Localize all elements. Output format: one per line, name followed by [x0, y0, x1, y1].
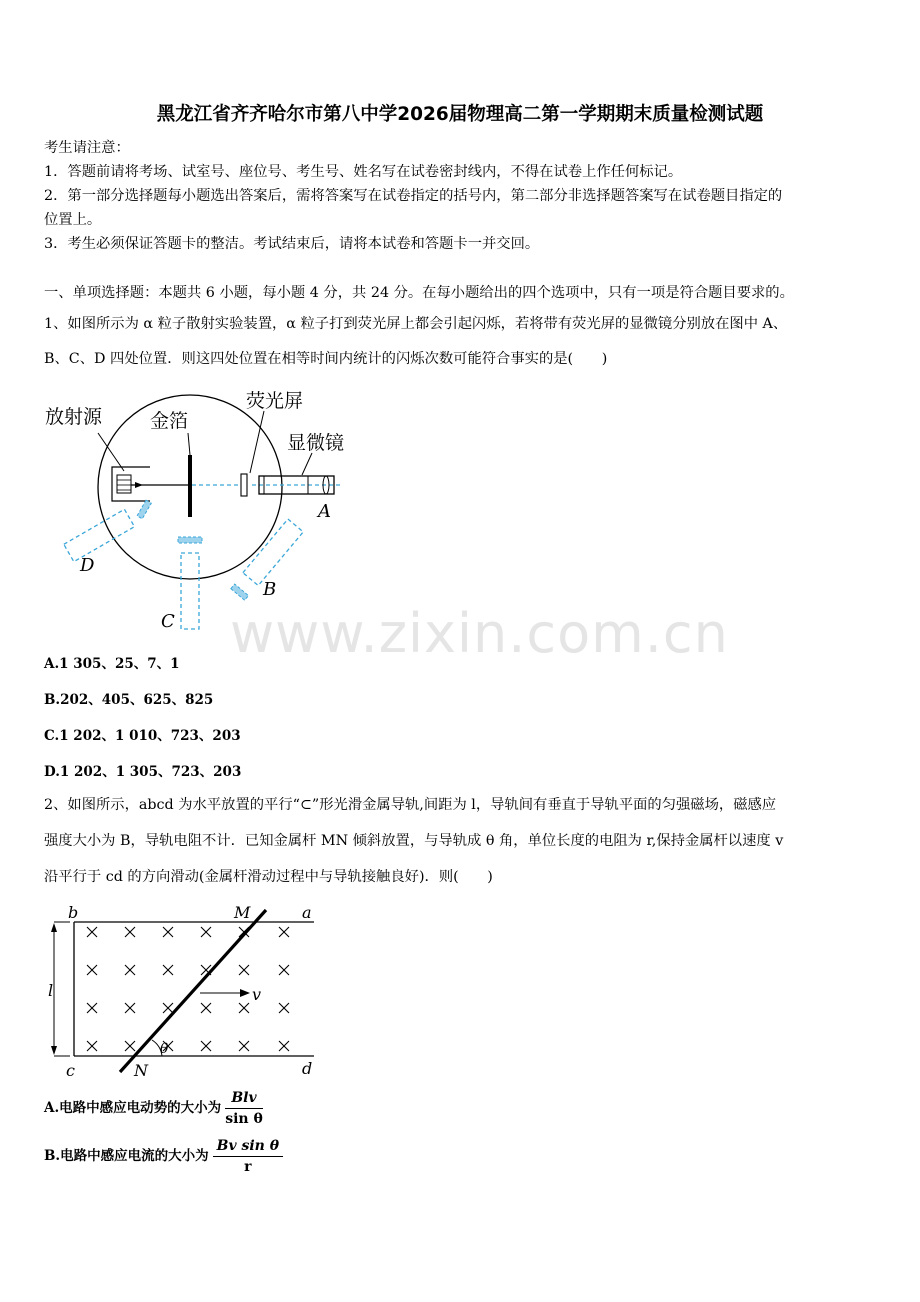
label-theta: θ [160, 1041, 169, 1057]
option-d: D.1 202、1 305、723、203 [44, 764, 242, 780]
label-l: l [48, 981, 54, 1000]
label-source: 放射源 [45, 406, 103, 428]
label-c: C [161, 611, 175, 632]
beam-arrow-icon [135, 482, 143, 488]
option-c: C.1 202、1 010、723、203 [44, 728, 241, 744]
label-microscope: 显微镜 [287, 432, 345, 454]
q2-option-b [44, 1138, 283, 1175]
label-m: M [234, 903, 251, 922]
label-a: A [318, 501, 331, 522]
label-n: N [134, 1061, 148, 1080]
rail-figure [40, 900, 330, 1082]
fraction: $\frac{\text{Blv}}{\text{sin θ}}$ [225, 1090, 263, 1127]
fraction: $\frac{\text{Bv sin θ}}{r}$ [213, 1138, 283, 1175]
page-title: 黑龙江省齐齐哈尔市第八中学2026届物理高二第一学期期末质量检测试题 [156, 104, 764, 125]
question-2-line: 2、如图所示，abcd 为水平放置的平行“⊂”形光滑金属导轨,间距为 l，导轨间有垂直于导轨平面的匀强磁场，磁感应 [44, 797, 777, 813]
notice-item: 1．答题前请将考场、试室号、座位号、考生号、姓名写在试卷密封线内，不得在试卷上作任何标记。 [44, 164, 683, 180]
option-a: A.1 305、25、7、1 [44, 656, 180, 672]
watermark: www.zixin.com.cn [230, 602, 729, 665]
option-b: B.202、405、625、825 [44, 692, 214, 708]
notice-item: 位置上。 [44, 212, 102, 228]
screen-a [241, 474, 247, 496]
q2-option-a-text: A.电路中感应电动势的大小为 [44, 1100, 222, 1116]
q2-option-b-text: B.电路中感应电流的大小为 [44, 1148, 209, 1164]
label-foil: 金箔 [150, 410, 189, 432]
label-d: d [302, 1059, 313, 1078]
label-screen: 荧光屏 [246, 390, 304, 412]
question-2-line: 沿平行于 cd 的方向滑动(金属杆滑动过程中与导轨接触良好)．则( ) [44, 869, 493, 885]
alpha-scattering-figure [40, 385, 370, 635]
question-1-line: B、C、D 四处位置．则这四处位置在相等时间内统计的闪烁次数可能符合事实的是( ) [44, 351, 608, 367]
position-c [181, 553, 199, 629]
notice-item: 2．第一部分选择题每小题选出答案后，需将答案写在试卷指定的括号内，第二部分非选择题答案写在试卷题目指定的 [44, 188, 783, 204]
label-v: v [252, 985, 262, 1004]
label-d: D [80, 555, 95, 576]
position-d [64, 496, 157, 561]
label-b: B [263, 579, 277, 600]
question-1-line: 1、如图所示为 α 粒子散射实验装置，α 粒子打到荧光屏上都会引起闪烁，若将带有荧光屏的显微镜分别放在图中 A、 [44, 316, 788, 332]
velocity-arrow-icon [240, 989, 250, 997]
label-c: c [66, 1061, 75, 1080]
notice-heading: 考生请注意： [44, 140, 130, 156]
notice-item: 3．考生必须保证答题卡的整洁。考试结束后，请将本试卷和答题卡一并交回。 [44, 236, 540, 252]
label-a: a [302, 903, 312, 922]
section-heading: 一、单项选择题：本题共 6 小题，每小题 4 分，共 24 分。在每小题给出的四个选项中，只有一项是符合题目要求的。 [44, 285, 794, 301]
question-2-line: 强度大小为 B，导轨电阻不计．已知金属杆 MN 倾斜放置，与导轨成 θ 角，单位长度的电阻为 r,保持金属杆以速度 v [44, 833, 784, 849]
label-b: b [68, 903, 79, 922]
q2-option-a [44, 1090, 263, 1127]
